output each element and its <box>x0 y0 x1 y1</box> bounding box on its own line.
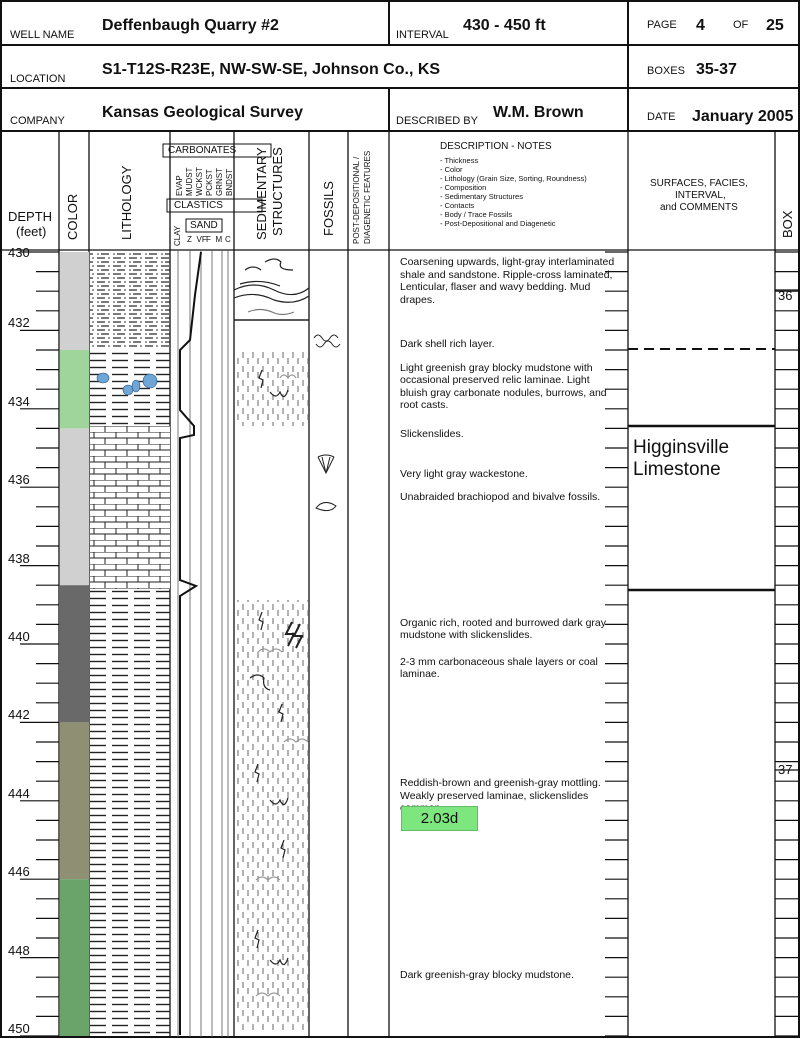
description-entry: 2-3 mm carbonaceous shale layers or coal laminae. <box>400 655 598 681</box>
surfaces-header-3: and COMMENTS <box>660 202 738 213</box>
description-item: - Contacts <box>440 201 475 210</box>
color-column <box>60 252 89 1036</box>
depth-ticks <box>20 252 59 1036</box>
depth-label: 446 <box>8 864 30 880</box>
carbonate-type-label: PCKST <box>205 169 214 196</box>
description-entry: Organic rich, rooted and burrowed dark gray mudstone with slickenslides. <box>400 616 607 642</box>
description-entry: Unabraided brachiopod and bivalve fossils. <box>400 491 601 504</box>
depth-label: 444 <box>8 785 30 801</box>
carbonate-type-label: BNDST <box>225 168 234 196</box>
well-name-label: WELL NAME <box>10 29 75 41</box>
described-by-label: DESCRIBED BY <box>396 115 478 127</box>
fossils-header: FOSSILS <box>321 181 336 236</box>
lithology-limestone <box>90 426 170 589</box>
description-entry: Coarsening upwards, light-gray interlaminated shale and sandstone. Ripple-cross laminated, Lenticular, flaser and wavy bedding. Mud drapes. <box>400 256 615 306</box>
clastics-header: CLASTICS <box>174 200 223 211</box>
depth-label: 442 <box>8 707 30 723</box>
description-header: DESCRIPTION - NOTES <box>440 141 552 152</box>
interval-value: 430 - 450 ft <box>463 17 546 34</box>
surfaces-header-2: INTERVAL, <box>675 190 726 201</box>
color-band-4 <box>60 722 89 879</box>
depth-label: 436 <box>8 472 30 488</box>
description-entry: Dark shell rich layer. <box>400 338 495 351</box>
sample-tag-text: 2.03d <box>420 810 459 827</box>
color-band-3 <box>60 585 89 722</box>
description-item: - Composition <box>440 183 487 192</box>
bivalve-icon <box>316 502 336 510</box>
color-band-0 <box>60 252 89 350</box>
carbonate-type-label: EVAP <box>175 175 184 196</box>
description-entry: Very light gray wackestone. <box>400 467 528 480</box>
structures-header: STRUCTURES <box>270 147 285 236</box>
company-value: Kansas Geological Survey <box>102 104 303 121</box>
sand-header: SAND <box>190 220 218 231</box>
box-boundaries <box>775 290 800 770</box>
description-item: - Thickness <box>440 156 479 165</box>
box-number: 36 <box>778 288 793 304</box>
shell-hash-icon <box>314 335 340 347</box>
well-name: Deffenbaugh Quarry #2 <box>102 17 279 34</box>
description-entry: Slickenslides. <box>400 428 464 441</box>
description-items <box>440 156 587 228</box>
page-number: 4 <box>696 17 705 34</box>
depth-unit: (feet) <box>16 224 47 239</box>
location-value: S1-T12S-R23E, NW-SW-SE, Johnson Co., KS <box>102 61 441 78</box>
description-entry: Light greenish gray blocky mudstone with occasional preserved relic laminae. Light bluish gray carbonate nodules, burrows, and root casts. <box>400 361 607 412</box>
location-label: LOCATION <box>10 73 66 85</box>
description-item: - Sedimentary Structures <box>440 192 523 201</box>
carbonate-type-label: WCKST <box>195 167 204 196</box>
sedimentary-header: SEDIMENTARY <box>254 147 269 240</box>
lithology-interlaminated <box>90 252 170 348</box>
description-item: - Body / Trace Fossils <box>440 210 513 219</box>
formation-name: Higginsville Limestone <box>633 437 730 480</box>
depth-label: 430 <box>8 245 30 260</box>
date-label: DATE <box>647 111 676 123</box>
grain-size-curve <box>180 252 201 1035</box>
clastic-size-label: F <box>206 235 211 244</box>
total-pages: 25 <box>766 17 784 34</box>
color-band-5 <box>60 879 89 1036</box>
described-by-value: W.M. Brown <box>493 104 584 121</box>
grain-size-grid <box>178 250 228 1037</box>
box-header: BOX <box>780 210 795 238</box>
carbonates-header: CARBONATES <box>168 145 237 156</box>
of-label: OF <box>733 19 749 31</box>
description-item: - Color <box>440 165 463 174</box>
description-item: - Lithology (Grain Size, Sorting, Roundness) <box>440 174 587 183</box>
lithology-mudstone-dark <box>90 589 170 1035</box>
box-ticks <box>775 252 798 1036</box>
description-item: - Post-Depositional and Diagenetic <box>440 219 556 228</box>
mudstone-texture-2 <box>235 600 308 1030</box>
interval-label: INTERVAL <box>396 29 449 41</box>
ripple-mark <box>245 259 293 270</box>
mudstone-texture-1 <box>235 350 308 426</box>
depth-header: DEPTH <box>8 209 53 224</box>
depth-label: 432 <box>8 315 30 331</box>
surfaces-header-1: SURFACES, FACIES, <box>650 178 748 189</box>
date-value: January 2005 <box>692 108 794 125</box>
sample-tag <box>401 806 478 831</box>
company-label: COMPANY <box>10 115 65 127</box>
brachiopod-icon <box>318 455 334 473</box>
description-entry: Reddish-brown and greenish-gray mottling. Weakly preserved laminae, slickenslides <box>400 777 601 802</box>
depth-label: 438 <box>8 550 30 566</box>
description-entry: Dark greenish-gray blocky mudstone. <box>400 969 574 982</box>
lenticular-bedding <box>234 281 309 302</box>
color-header: COLOR <box>65 193 80 240</box>
depth-label: 450 <box>8 1021 30 1036</box>
depth-label: 448 <box>8 942 30 958</box>
color-band-2 <box>60 428 89 585</box>
page-label: PAGE <box>647 19 677 31</box>
post-dep-header-2: DIAGENETIC FEATURES <box>363 150 372 244</box>
clay-header: CLAY <box>173 225 182 246</box>
lithology-column <box>90 252 170 1035</box>
box-number: 37 <box>778 762 793 778</box>
clastic-size-label: M <box>215 235 223 244</box>
carbonate-type-label: MUDST <box>185 167 194 196</box>
depth-label: 434 <box>8 393 30 409</box>
color-band-1 <box>60 350 89 428</box>
lithology-header: LITHOLOGY <box>119 165 134 240</box>
post-dep-header-1: POST-DEPOSITIONAL / <box>352 156 361 244</box>
depth-label: 440 <box>8 629 30 644</box>
boxes-value: 35-37 <box>696 61 737 78</box>
clastic-size-label: Z <box>187 235 192 244</box>
carbonate-type-label: GRNST <box>215 168 224 196</box>
boxes-label: BOXES <box>647 65 685 77</box>
flaser-bedding <box>248 310 294 315</box>
clastic-size-label: VF <box>196 235 207 244</box>
clastic-size-label: C <box>225 235 231 244</box>
